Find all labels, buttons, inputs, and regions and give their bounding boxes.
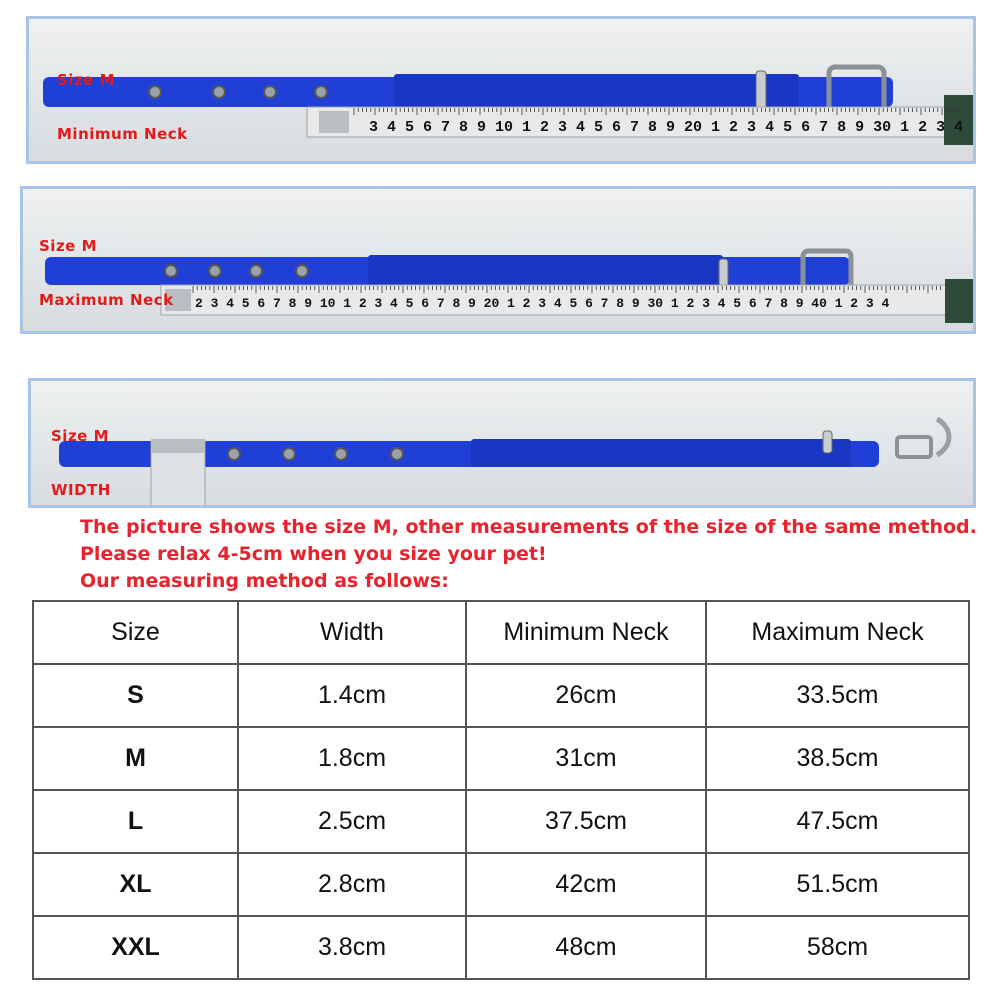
collar-padding [471, 439, 851, 467]
cell-width: 2.5cm [238, 790, 466, 853]
photo-max-neck [20, 186, 976, 334]
cell-minimum-neck: 26cm [466, 664, 706, 727]
header-minimum-neck: Minimum Neck [466, 601, 706, 664]
table-row [33, 916, 969, 979]
caption-size-note: The picture shows the size M, other measurements of the size of the same method. [80, 516, 977, 538]
cell-maximum-neck: 51.5cm [706, 853, 969, 916]
ruler-numbers: 3 4 5 6 7 8 9 10 1 2 3 4 5 6 7 8 9 20 1 2 3 4 5 6 7 8 9 30 1 2 3 4 [369, 119, 964, 136]
photo-min-neck [26, 16, 976, 164]
label-measure: Minimum Neck [57, 125, 188, 143]
header-size: Size [33, 601, 238, 664]
cell-minimum-neck: 37.5cm [466, 790, 706, 853]
cell-size: L [33, 790, 238, 853]
caption-method-note: Our measuring method as follows: [80, 570, 449, 592]
cell-maximum-neck: 38.5cm [706, 727, 969, 790]
collar-padding [368, 255, 723, 287]
label-size: Size M [51, 427, 109, 445]
label-measure: WIDTH [51, 481, 111, 499]
tape-hook [319, 111, 349, 133]
collar-padding [394, 74, 799, 108]
cell-maximum-neck: 47.5cm [706, 790, 969, 853]
cell-width: 2.8cm [238, 853, 466, 916]
cell-maximum-neck: 33.5cm [706, 664, 969, 727]
size-table [32, 600, 970, 980]
cell-maximum-neck: 58cm [706, 916, 969, 979]
cell-width: 1.8cm [238, 727, 466, 790]
header-maximum-neck: Maximum Neck [706, 601, 969, 664]
caption-relax-note: Please relax 4-5cm when you size your pet! [80, 543, 547, 565]
ruler-numbers: 2 3 4 5 6 7 8 9 10 1 2 3 4 5 6 7 8 9 20 1 2 3 4 5 6 7 8 9 30 1 2 3 4 5 6 7 8 9 40 1 2 3 4 [195, 296, 890, 311]
label-measure: Maximum Neck [39, 291, 174, 309]
table-row [33, 664, 969, 727]
panel-label [39, 201, 174, 334]
collar-photo-width [31, 381, 976, 508]
cell-minimum-neck: 31cm [466, 727, 706, 790]
cell-minimum-neck: 48cm [466, 916, 706, 979]
label-size: Size M [57, 71, 115, 89]
cell-size: S [33, 664, 238, 727]
cell-minimum-neck: 42cm [466, 853, 706, 916]
table-row [33, 727, 969, 790]
cell-width: 1.4cm [238, 664, 466, 727]
label-size: Size M [39, 237, 97, 255]
panel-label [57, 35, 188, 164]
tape-hook [151, 439, 205, 453]
panel-label [51, 391, 111, 508]
tape-case [945, 279, 976, 323]
table-row [33, 790, 969, 853]
table-header-row [33, 601, 969, 664]
header-width: Width [238, 601, 466, 664]
cell-size: M [33, 727, 238, 790]
cell-size: XL [33, 853, 238, 916]
cell-size: XXL [33, 916, 238, 979]
cell-width: 3.8cm [238, 916, 466, 979]
table-row [33, 853, 969, 916]
photo-width [28, 378, 976, 508]
